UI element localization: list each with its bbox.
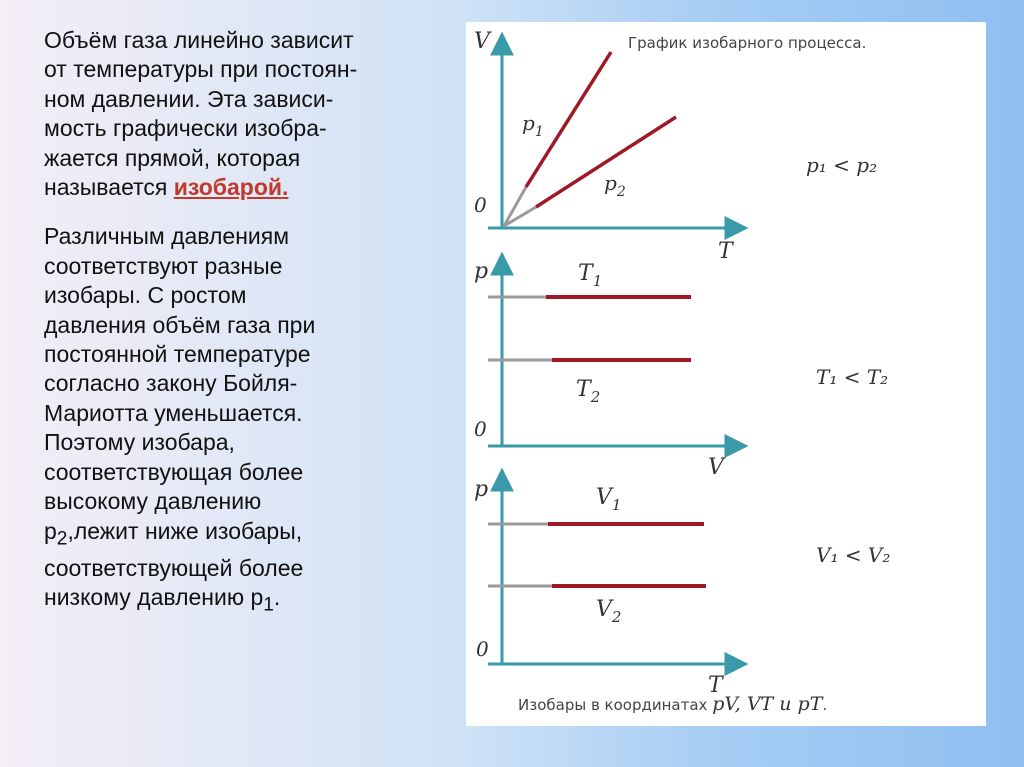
isobar-t1-label xyxy=(578,261,602,290)
text-line: изобары. С ростом xyxy=(44,282,247,309)
t-axis-label: T xyxy=(718,239,733,264)
caption-end: . xyxy=(822,696,828,714)
subscript: 1 xyxy=(263,594,274,616)
text-line: Мариотта уменьшается. xyxy=(44,399,303,426)
v-axis-label: V xyxy=(474,29,490,54)
caption-text: Изобары в координатах xyxy=(518,696,713,714)
label-sub: 1 xyxy=(592,272,603,290)
text-line: соответствующая более xyxy=(44,458,304,485)
paragraph-isobar-definition xyxy=(44,26,444,202)
text-line: согласно закону Бойля- xyxy=(44,370,298,397)
text-fragment: называется xyxy=(44,174,174,201)
text-line: жается прямой, которая xyxy=(44,144,301,171)
subscript: 2 xyxy=(56,528,68,550)
t-axis-label: T xyxy=(708,673,723,698)
text-line: Различным давлениям xyxy=(44,223,290,250)
explanation-text xyxy=(44,26,444,640)
diagram-caption xyxy=(518,693,827,715)
text-line: соответствующей более xyxy=(44,554,304,581)
diagram-title: График изобарного процесса. xyxy=(628,34,867,52)
text-fragment: p xyxy=(44,517,57,544)
isobar-diagram-panel xyxy=(466,22,986,726)
isobar-diagram xyxy=(466,22,986,726)
text-line: постоянной температуре xyxy=(44,341,311,368)
graph-pt xyxy=(474,470,890,698)
graph-pv xyxy=(474,254,888,480)
origin-label: 0 xyxy=(474,417,487,441)
label-main: p xyxy=(604,171,617,195)
label-sub: 2 xyxy=(616,184,626,200)
isobar-p2-label xyxy=(604,171,626,200)
text-line xyxy=(44,517,444,554)
label-sub: 1 xyxy=(611,496,622,514)
text-line: давления объём газа при xyxy=(44,311,316,338)
isobar-v1-label xyxy=(596,485,621,514)
label-main: T xyxy=(576,377,591,402)
label-main: T xyxy=(578,261,593,286)
label-sub: 2 xyxy=(611,608,622,626)
graph-vt xyxy=(474,29,877,264)
label-main: V xyxy=(596,485,612,510)
text-line: от температуры при постоян- xyxy=(44,56,358,83)
temperature-relation: T₁ < T₂ xyxy=(816,365,889,389)
text-line: соответствуют разные xyxy=(44,252,283,279)
text-fragment: . xyxy=(273,583,281,610)
v-axis-label: V xyxy=(708,455,724,480)
p-axis-label: p xyxy=(474,259,489,284)
text-line: ном давлении. Эта зависи- xyxy=(44,85,334,112)
isobar-term: изобарой. xyxy=(173,174,289,201)
text-line: Поэтому изобара, xyxy=(44,429,235,456)
label-main: p xyxy=(522,111,535,135)
isobar-v2-label xyxy=(596,597,621,626)
label-main: V xyxy=(596,597,612,622)
isobar-p1-label xyxy=(522,111,544,140)
text-line xyxy=(44,173,444,202)
text-fragment: низкому давлению p xyxy=(44,583,264,610)
isobar-t2-label xyxy=(576,377,600,406)
volume-relation: V₁ < V₂ xyxy=(816,543,891,567)
origin-label: 0 xyxy=(476,637,489,661)
label-sub: 2 xyxy=(590,388,601,406)
text-line xyxy=(44,583,444,620)
label-sub: 1 xyxy=(534,124,544,140)
text-line: высокому давлению xyxy=(44,488,262,515)
text-line: Объём газа линейно зависит xyxy=(44,27,354,53)
pressure-relation: p₁ < p₂ xyxy=(806,153,878,177)
caption-formula: pV, VT и pT xyxy=(712,693,823,715)
paragraph-isobar-pressure xyxy=(44,222,444,619)
text-line: мость графически изобра- xyxy=(44,115,327,142)
text-fragment: ,лежит ниже изобары, xyxy=(67,517,303,544)
p-axis-label: p xyxy=(474,477,489,502)
origin-label: 0 xyxy=(474,193,487,217)
